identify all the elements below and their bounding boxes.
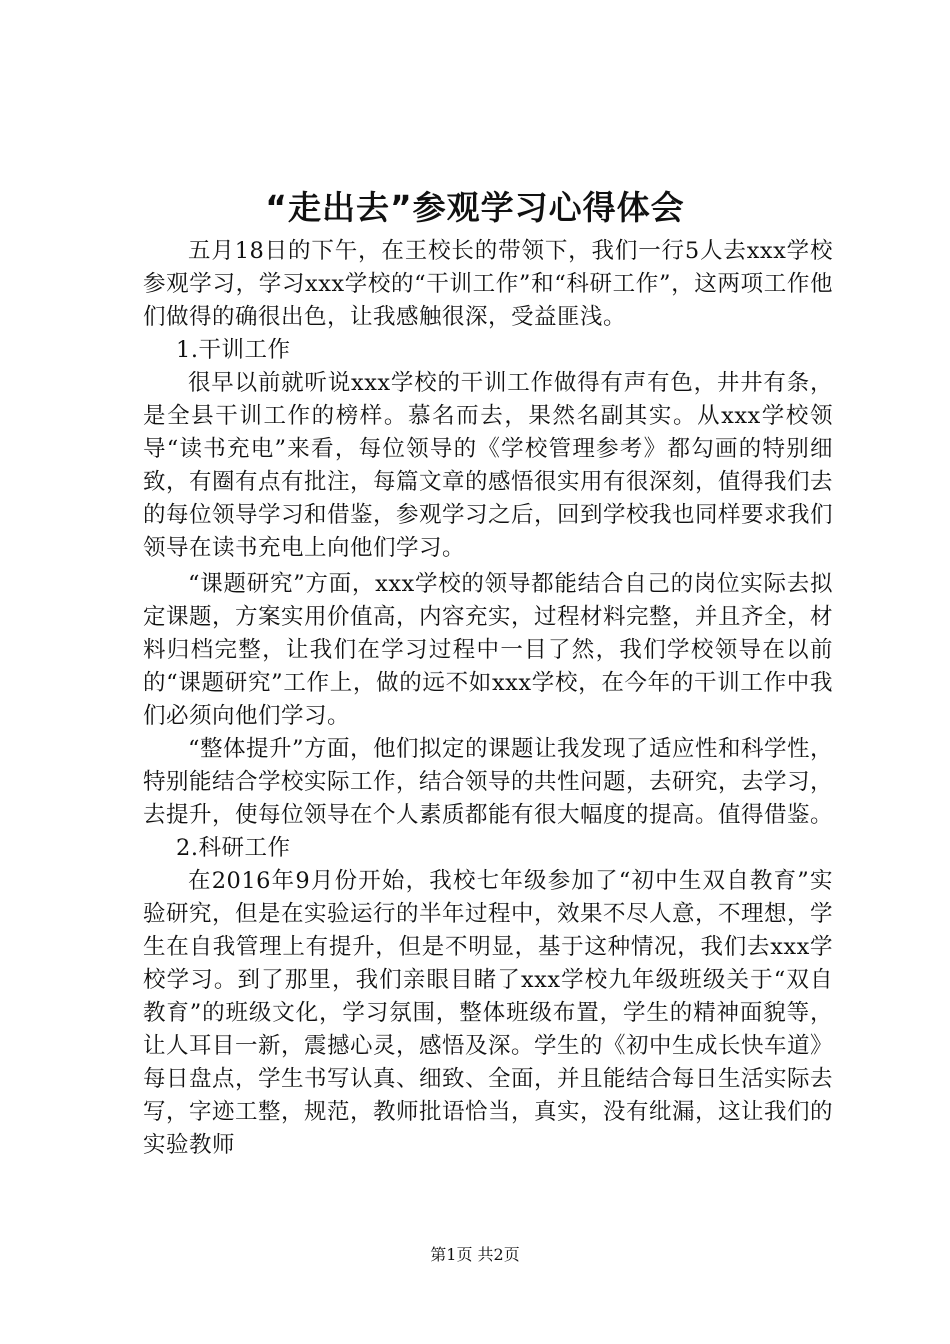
section-heading-training: 1.干训工作 [176, 337, 291, 363]
paragraph-intro: 五月18日的下午，在王校长的带领下，我们一行5人去xxx学校参观学习，学习xxx学校的“干训工作”和“科研工作”，这两项工作他们做得的确很出色，让我感触很深，受益匪浅。 [143, 238, 833, 330]
section-heading-research: 2.科研工作 [176, 835, 291, 861]
document-title: “走出去”参观学习心得体会 [265, 188, 685, 227]
paragraph-topic-research: “课题研究”方面，xxx学校的领导都能结合自己的岗位实际去拟定课题，方案实用价值高，内容充实，过程材料完整，并且齐全，材料归档完整，让我们在学习过程中一目了然，我们学校领导在以前的“课题研究”工作上，做的远不如xxx学校，在今年的干训工作中我们必须向他们学习。 [143, 571, 834, 729]
paragraph-research-work: 在2016年9月份开始，我校七年级参加了“初中生双自教育”实验研究，但是在实验运行的半年过程中，效果不尽人意，不理想，学生在自我管理上有提升，但是不明显，基于这种情况，我们去xxx学校学习。到了那里，我们亲眼目睹了xxx学校九年级班级关于“双自教育”的班级文化，学习氛围，整体班级布置，学生的精神面貌等，让人耳目一新，震撼心灵，感悟及深。学生的《初中生成长快车道》每日盘点，学生书写认真、细致、全面，并且能结合每日生活实际去写，字迹工整，规范，教师批语恰当，真实，没有纰漏，这让我们的实验教师 [143, 868, 834, 1158]
paragraph-training-reading: 很早以前就听说xxx学校的干训工作做得有声有色，井井有条，是全县干训工作的榜样。慕名而去，果然名副其实。从xxx学校领导“读书充电”来看，每位领导的《学校管理参考》都勾画的特别细致，有圈有点有批注，每篇文章的感悟很实用有很深刻，值得我们去的每位领导学习和借鉴，参观学习之后，回到学校我也同样要求我们领导在读书充电上向他们学习。 [143, 370, 834, 561]
paragraph-overall-improvement: “整体提升”方面，他们拟定的课题让我发现了适应性和科学性，特别能结合学校实际工作，结合领导的共性问题，去研究，去学习，去提升，使每位领导在个人素质都能有很大幅度的提高。值得借鉴。 [143, 736, 834, 828]
page-number-footer: 第1页 共2页 [430, 1245, 520, 1264]
document-body [143, 235, 833, 1162]
